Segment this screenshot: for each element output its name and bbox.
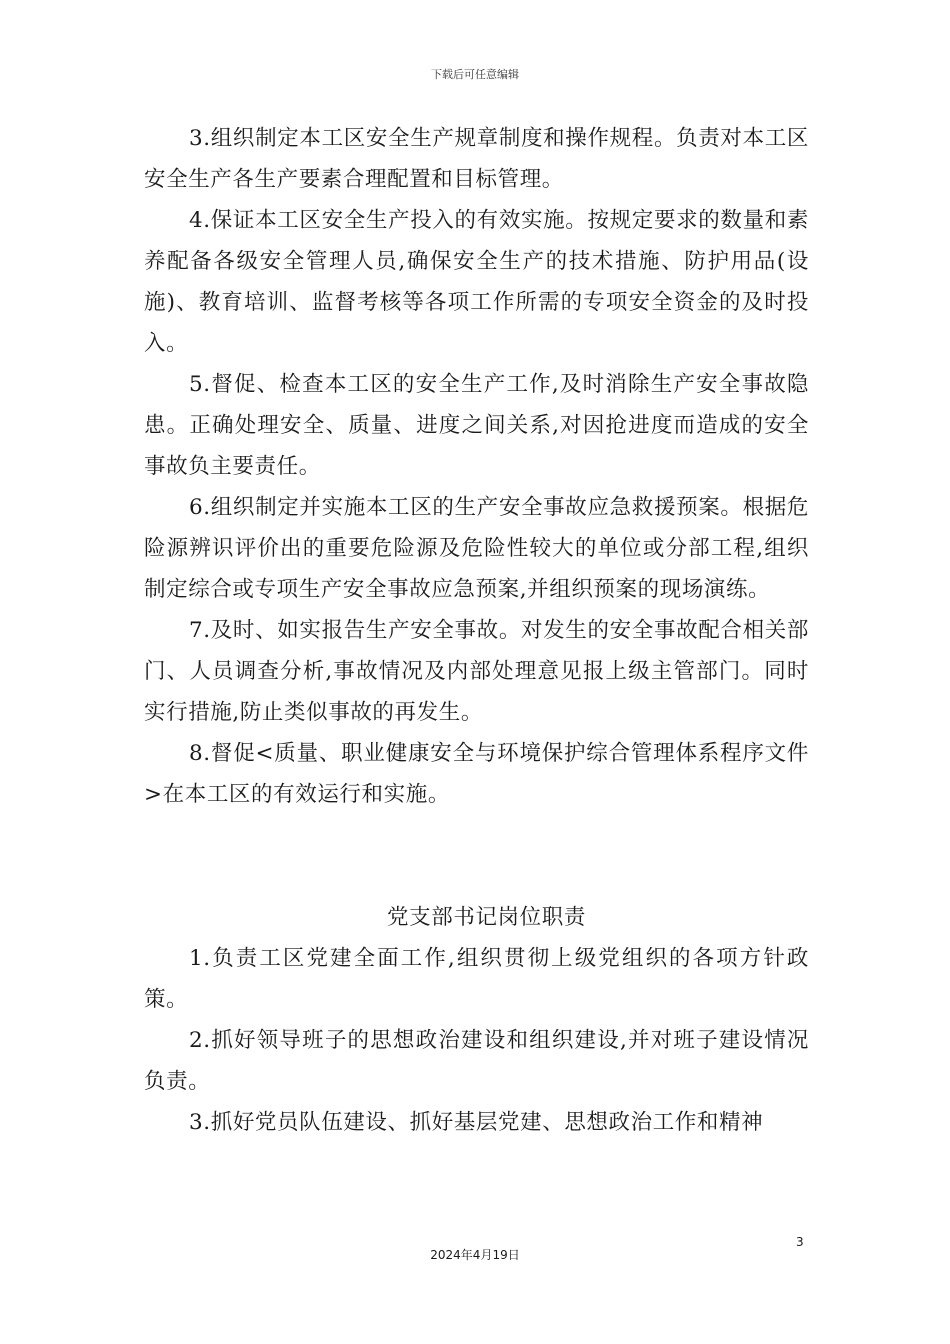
paragraph-6: 6.组织制定并实施本工区的生产安全事故应急救援预案。根据危险源辨识评价出的重要危险源及危险性较大的单位或分部工程,组织制定综合或专项生产安全事故应急预案,并组织预案的现场演练。: [144, 495, 809, 602]
page-header: 下载后可任意编辑: [431, 68, 519, 81]
paragraph-4: 4.保证本工区安全生产投入的有效实施。按规定要求的数量和素养配备各级安全管理人员,确保安全生产的技术措施、防护用品(设施)、教育培训、监督考核等各项工作所需的专项安全资金的及时投入。: [144, 208, 809, 356]
paragraph-8: 8.督促<质量、职业健康安全与环境保护综合管理体系程序文件>在本工区的有效运行和实施。: [144, 741, 809, 807]
paragraph-7: 7.及时、如实报告生产安全事故。对发生的安全事故配合相关部门、人员调查分析,事故情况及内部处理意见报上级主管部门。同时实行措施,防止类似事故的再发生。: [144, 618, 809, 725]
section-spacer: [144, 815, 809, 897]
duty-3: 3.抓好党员队伍建设、抓好基层党建、思想政治工作和精神: [189, 1110, 764, 1135]
duty-1: 1.负责工区党建全面工作,组织贯彻上级党组织的各项方针政策。: [144, 946, 809, 1012]
paragraph-5: 5.督促、检查本工区的安全生产工作,及时消除生产安全事故隐患。正确处理安全、质量、进度之间关系,对因抢进度而造成的安全事故负主要责任。: [144, 372, 809, 479]
footer-date: 2024年4月19日: [430, 1248, 520, 1262]
section-title: 党支部书记岗位职责: [387, 905, 586, 930]
paragraph-3: 3.组织制定本工区安全生产规章制度和操作规程。负责对本工区安全生产各生产要素合理配置和目标管理。: [144, 126, 809, 192]
duty-2: 2.抓好领导班子的思想政治建设和组织建设,并对班子建设情况负责。: [144, 1028, 809, 1094]
document-body: [144, 118, 809, 1143]
page-number: 3: [796, 1235, 804, 1249]
